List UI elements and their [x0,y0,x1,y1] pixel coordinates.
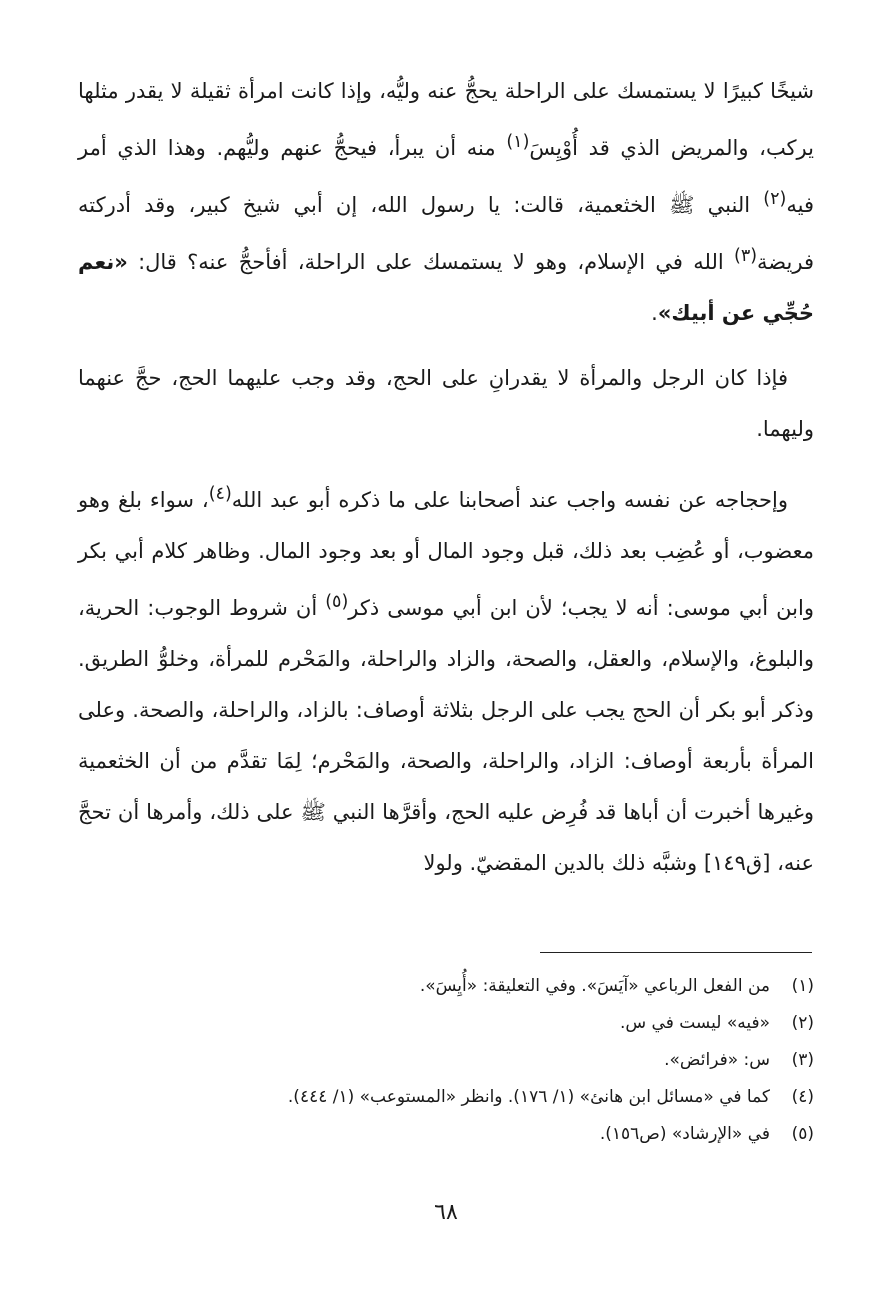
footnote-number: (٤) [791,1087,814,1107]
footnote-number: (١) [791,976,814,996]
footnote-text: في «الإرشاد» (ص١٥٦). [599,1124,770,1144]
footnote-number: (٥) [791,1124,814,1144]
paragraph-1-text: منه أن يبرأ، فيحجُّ عنهم وليُّهم. وهذا الذي أمر فيه [78,136,814,217]
paragraph-1 [78,66,814,339]
footnote-text: كما في «مسائل ابن هانئ» (١/ ١٧٦). وانظر «المستوعب» (١/ ٤٤٤). [287,1087,770,1107]
footnote-3 [78,1042,814,1079]
footnotes [78,968,814,1153]
paragraph-1-text: النبي ﷺ الخثعمية، قالت: يا رسول الله، إن أبي شيخ كبير، وقد أدركته فريضة [78,193,814,274]
footnote-1 [78,968,814,1005]
footnote-4 [78,1079,814,1116]
paragraph-1-text: الله في الإسلام، وهو لا يستمسك على الراحلة، أفأحجُّ عنه؟ قال: [127,250,734,274]
hadith-quote: «نعم حُجِّي عن أبيك» [78,250,814,325]
footnote-ref-1[interactable]: (١) [506,132,530,152]
footnote-text: س: «فرائض». [664,1050,770,1070]
paragraph-3-text: ، سواء بلغ وهو معضوب، أو عُضِب بعد ذلك، قبل وجود المال أو بعد وجود المال. وظاهر كلام أبي بكر وابن أبي موسى: أنه لا يجب؛ لأن ابن أبي موسى ذكر [78,488,814,620]
paragraph-2: فإذا كان الرجل والمرأة لا يقدرانِ على الحج، وقد وجب عليهما الحج، حجَّ عنهما وليهما. [78,366,814,441]
paragraph-1-text: . [651,301,658,325]
footnote-ref-2[interactable]: (٢) [763,189,787,209]
footnote-number: (٢) [791,1013,814,1033]
paragraph-3-text: أن شروط الوجوب: الحرية، والبلوغ، والإسلام، والعقل، والصحة، والزاد والراحلة، والمَحْرم للمرأة، وخلوُّ الطريق. وذكر أبو بكر أن الحج يجب على الرجل بثلاثة أوصاف: بالزاد، والراحلة، والصحة. وعلى المرأة بأربعة أوصاف: الزاد، والراحلة، والصحة، والمَحْرم؛ لِمَا تقدَّم من أن الخثعمية وغيرها أخبرت أن أباها قد فُرِض عليه الحج، وأقرَّها النبي ﷺ على ذلك، وأمرها أن تحجَّ عنه، [ق١٤٩] وشبَّه ذلك بالدين المقضيّ. ولولا [78,596,814,875]
footnote-text: من الفعل الرباعي «آيَسَ». وفي التعليقة: «أُيِسَ». [419,976,770,996]
paragraph-1-text: شيخًا كبيرًا لا يستمسك على الراحلة يحجُّ عنه وليُّه، وإذا كانت امرأة ثقيلة لا يقدر مثلها يركب، والمريض الذي قد أُوْيِسَ [78,79,814,160]
footnote-ref-4[interactable]: (٤) [208,484,232,504]
footnote-ref-5[interactable]: (٥) [325,592,349,612]
page-number: ٦٨ [434,1200,458,1225]
paragraph-3 [78,469,814,889]
footnote-divider [540,952,812,953]
paragraph-3-text: وإحجاجه عن نفسه واجب عند أصحابنا على ما ذكره أبو عبد الله [231,488,788,512]
footnote-2 [78,1005,814,1042]
footnote-number: (٣) [791,1050,814,1070]
footnote-ref-3[interactable]: (٣) [733,246,758,266]
footnote-text: «فيه» ليست في س. [619,1013,770,1033]
main-text [78,66,814,889]
footnote-5 [78,1116,814,1153]
